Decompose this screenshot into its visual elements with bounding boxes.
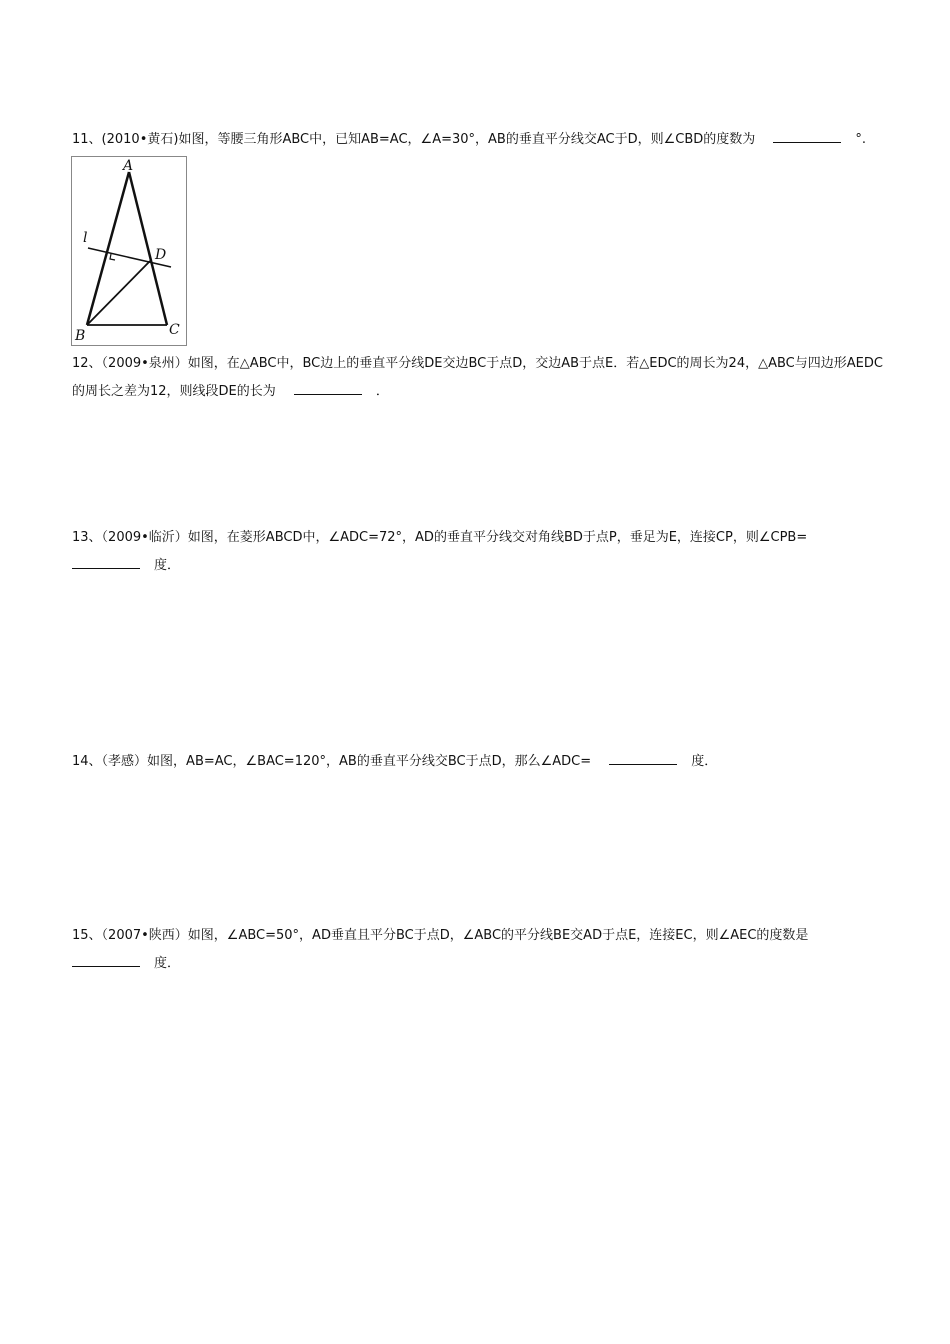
problem-14	[72, 748, 890, 776]
problem-text: （孝感）如图，AB=AC，∠BAC=120°，AB的垂直平分线交BC于点D，那么∠ADC=	[101, 754, 592, 769]
triangle-diagram	[71, 156, 187, 346]
problem-11	[72, 126, 890, 154]
problem-number: 14、	[72, 754, 102, 769]
answer-blank[interactable]	[773, 128, 841, 143]
problem-15	[72, 922, 890, 978]
label-c: C	[169, 322, 180, 338]
problem-suffix: ．	[375, 384, 389, 399]
answer-blank[interactable]	[72, 952, 140, 967]
triangle-figure	[71, 156, 187, 346]
problem-suffix: 度．	[154, 558, 181, 573]
answer-blank[interactable]	[294, 380, 362, 395]
answer-blank[interactable]	[72, 554, 140, 569]
label-l: l	[83, 230, 88, 246]
problem-text: （2009•泉州）如图，在△ABC中，BC边上的垂直平分线DE交边BC于点D，交边AB于点E．若△EDC的周长为24，△ABC与四边形AEDC的周长之差为12，则线段DE的长为	[72, 356, 883, 399]
problem-text: （2009•临沂）如图，在菱形ABCD中，∠ADC=72°，AD的垂直平分线交对角线BD于点P，垂足为E，连接CP，则∠CPB=	[101, 530, 808, 545]
problem-13	[72, 524, 890, 580]
problem-suffix: °.	[855, 132, 867, 147]
problem-number: 12、	[72, 356, 102, 371]
problem-number: 11、	[72, 132, 102, 147]
problem-text: (2010•黄石)如图，等腰三角形ABC中，已知AB=AC，∠A=30°，AB的垂直平分线交AC于D，则∠CBD的度数为	[101, 132, 756, 147]
answer-blank[interactable]	[609, 750, 677, 765]
problem-number: 13、	[72, 530, 102, 545]
label-a: A	[123, 158, 134, 174]
problem-number: 15、	[72, 928, 102, 943]
problem-suffix: 度．	[154, 956, 181, 971]
problem-suffix: 度．	[691, 754, 718, 769]
problem-text: （2007•陕西）如图，∠ABC=50°，AD垂直且平分BC于点D，∠ABC的平分线BE交AD于点E，连接EC，则∠AEC的度数是	[101, 928, 809, 943]
label-d: D	[155, 247, 167, 263]
label-b: B	[75, 328, 86, 344]
problem-12	[72, 350, 890, 406]
